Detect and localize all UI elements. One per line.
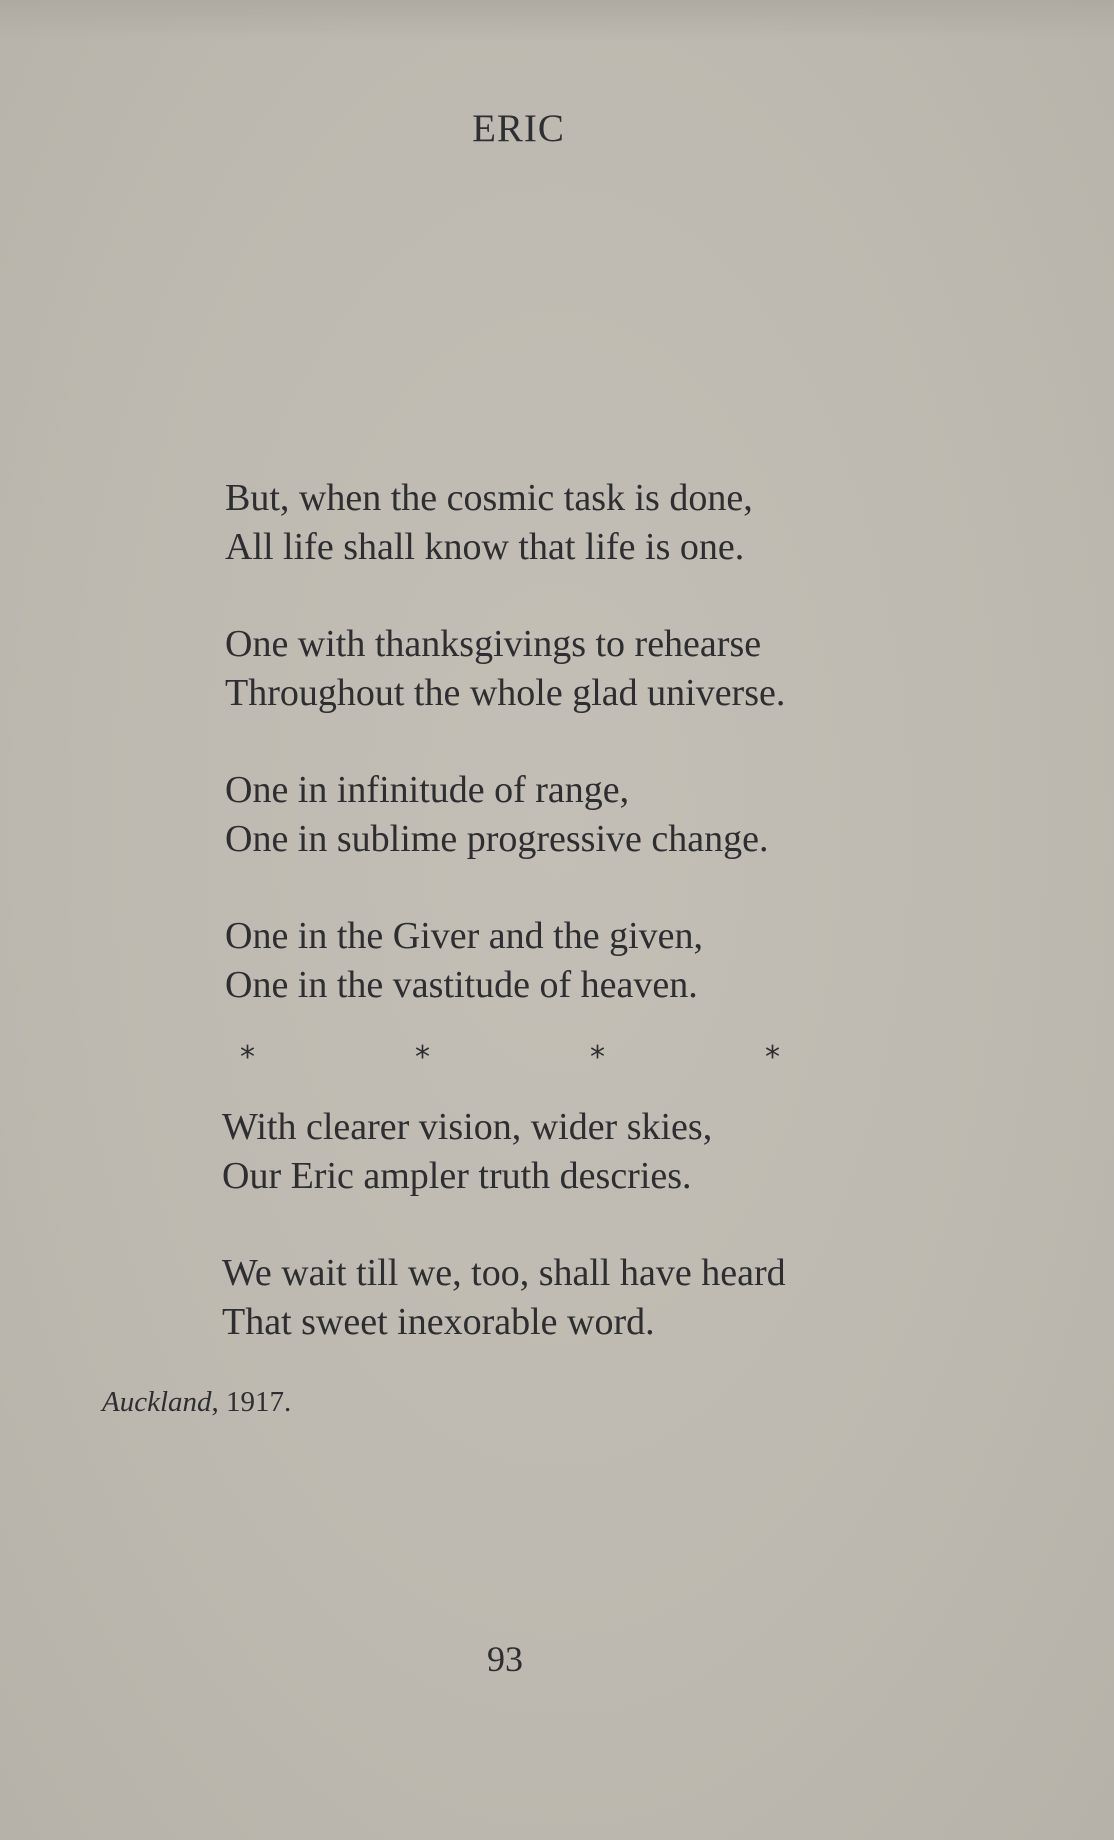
dateline-place: Auckland xyxy=(102,1386,212,1418)
poem-line: We wait till we, too, shall have heard xyxy=(222,1252,786,1294)
poem-line: That sweet inexorable word. xyxy=(222,1301,655,1343)
page-edge-shadow xyxy=(0,0,1114,40)
poem-line: One with thanksgivings to rehearse xyxy=(225,623,762,665)
section-break xyxy=(240,1040,780,1075)
poem-line: One in the Giver and the given, xyxy=(225,915,704,957)
poem-line: One in the vastitude of heaven. xyxy=(225,964,698,1006)
asterisk: * xyxy=(415,1040,430,1075)
stanza xyxy=(225,766,785,864)
stanza xyxy=(225,620,785,718)
dateline xyxy=(102,1386,291,1419)
poem-line: All life shall know that life is one. xyxy=(225,526,745,568)
poem-line: Throughout the whole glad universe. xyxy=(225,672,786,714)
asterisk: * xyxy=(590,1040,605,1075)
asterisk: * xyxy=(240,1040,255,1075)
poem-line: Our Eric ampler truth descries. xyxy=(222,1155,692,1197)
poem-body xyxy=(225,474,785,1058)
stanza xyxy=(225,912,785,1010)
poem-line: But, when the cosmic task is done, xyxy=(225,477,753,519)
stanza xyxy=(225,474,785,572)
poem-line: One in sublime progressive change. xyxy=(225,818,769,860)
asterisk: * xyxy=(765,1040,780,1075)
page-number: 93 xyxy=(487,1639,523,1679)
stanza xyxy=(222,1249,786,1347)
stanza xyxy=(222,1103,786,1201)
poem-line: One in infinitude of range, xyxy=(225,769,630,811)
poem-line: With clearer vision, wider skies, xyxy=(222,1106,713,1148)
page-title: ERIC xyxy=(472,107,565,150)
poem-closing xyxy=(222,1103,786,1395)
dateline-year: , 1917. xyxy=(211,1386,292,1418)
